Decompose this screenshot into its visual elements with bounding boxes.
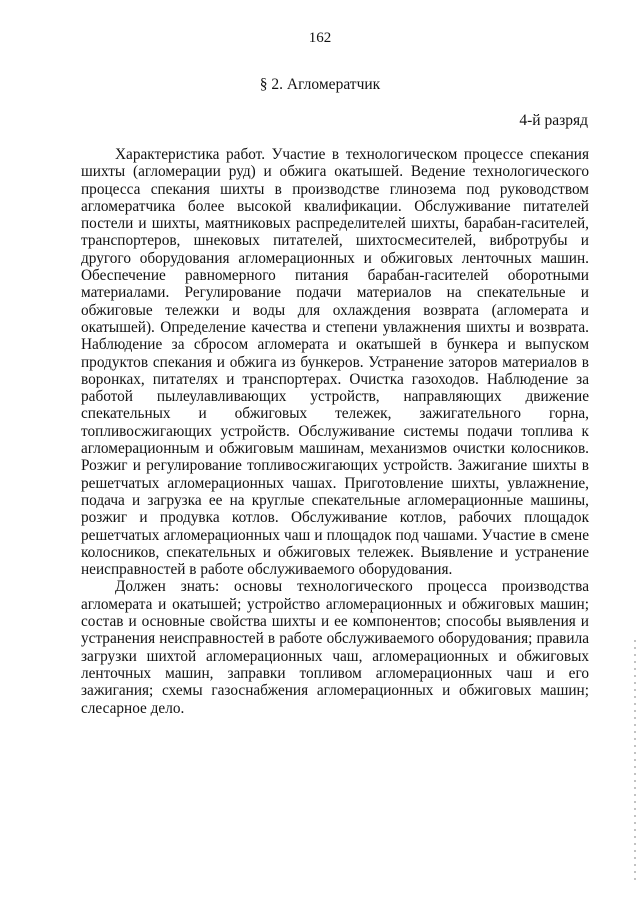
body-text <box>81 146 589 717</box>
paragraph-must-know: Должен знать: основы технологического процесса производства агломерата и окатышей; устройство агломерационных и обжиговых машин; состав и основные свойства шихты и ее компонентов; способы выявления и устранения неисправностей в работе обслуживаемого оборудования; правила загрузки шихтой агломерационных чаш, агломерационных и обжиговых ленточных машин, заправки топливом агломерационных чаш и его зажигания; схемы газоснабжения агломерационных и обжиговых машин; слесарное дело. <box>81 578 589 717</box>
section-title: § 2. Агломератчик <box>259 76 381 93</box>
scan-edge-marks <box>634 640 636 880</box>
page-number: 162 <box>308 30 332 46</box>
paragraph-work-description: Характеристика работ. Участие в технологическом процессе спекания шихты (агломерации руд) и обжига окатышей. Ведение технологического процесса спекания шихты в производстве глинозема под руководством агломератчика более высокой квалификации. Обслуживание питателей постели и шихты, маятниковых распределителей шихты, барабан-гасителей, транспортеров, шнековых питателей, шихтосмесителей, вибротрубы и другого оборудования агломерационных и обжиговых ленточных машин. Обеспечение равномерного питания барабан-гасителей оборотными материалами. Регулирование подачи материалов на спекательные и обжиговые тележки и воды для охлаждения возврата (агломерата и окатышей). Определение качества и степени увлажнения шихты и возврата. Наблюдение за сбросом агломерата и окатышей в бункера и выпуском продуктов спекания и обжига из бункеров. Устранение заторов материалов в воронках, питателях и транспортерах. Очистка газоходов. Наблюдение за работой пылеулавливающих устройств, направляющих движение спекательных и обжиговых тележек, зажигательного горна, топливосжигающих устройств. Обслуживание системы подачи топлива к агломерационным и обжиговым машинам, механизмов очистки колосников. Розжиг и регулирование топливосжигающих устройств. Зажигание шихты в решетчатых агломерационных чашах. Приготовление шихты, увлажнение, подача и загрузка ее на круглые спекательные агломерационные машины, розжиг и продувка котлов. Обслуживание котлов, рабочих площадок решетчатых агломерационных чаш и площадок под чашами. Участие в смене колосников, спекательных и обжиговых тележек. Выявление и устранение неисправностей в работе обслуживаемого оборудования. <box>81 146 589 579</box>
grade-label: 4-й разряд <box>519 112 588 129</box>
